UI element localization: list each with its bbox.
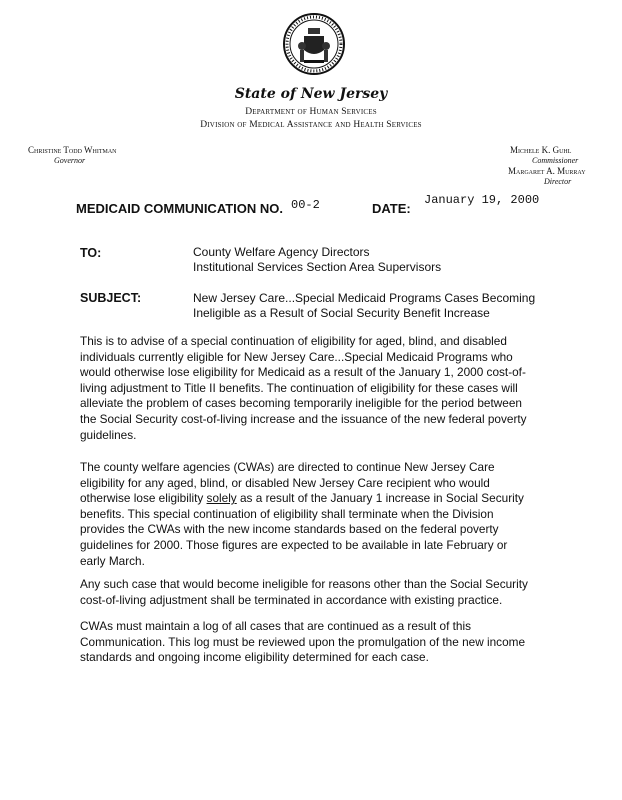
state-seal-icon (282, 12, 346, 76)
date-value: January 19, 2000 (424, 193, 540, 207)
to-line: County Welfare Agency Directors (193, 245, 370, 259)
paragraph-line: individuals currently eligible for New Jersey Care...Special Medicaid Programs who (80, 349, 513, 364)
governor-title: Governor (54, 156, 86, 165)
communication-label: MEDICAID COMMUNICATION NO. (76, 201, 284, 216)
communication-number: 00-2 (291, 198, 320, 212)
paragraph-line (80, 491, 562, 507)
paragraph-3 (80, 577, 562, 608)
paragraph-line: living adjustment to Title II benefits. The continuation of eligibility for these cases will (80, 380, 518, 395)
to-line: Institutional Services Section Area Supervisors (193, 260, 442, 275)
subject-line: Ineligible as a Result of Social Security Benefit Increase (193, 306, 490, 321)
paragraph-line: standards and ongoing income eligibility determined for each case. (80, 650, 429, 665)
paragraph-line: alleviate the problem of cases becoming temporarily ineligible for the period between (80, 396, 522, 411)
to-label: TO: (80, 246, 102, 260)
paragraph-line: early March. (80, 553, 145, 568)
subject-line: New Jersey Care...Special Medicaid Programs Cases Becoming (193, 291, 536, 305)
paragraph-1 (80, 334, 562, 443)
paragraph-line: This is to advise of a special continuation of eligibility for aged, blind, and disabled (80, 334, 507, 348)
text-run: as a result of the January 1 increase in Social Security (236, 491, 524, 506)
paragraph-line: Communication. This log must be reviewed upon the promulgation of the new income (80, 634, 526, 649)
paragraph-line: cost-of-living adjustment shall be terminated in accordance with existing practice. (80, 592, 503, 607)
director-title: Director (544, 177, 572, 186)
paragraph-line: guidelines. (80, 427, 137, 442)
paragraph-2 (80, 460, 562, 569)
paragraph-line: eligibility for any aged, blind, or disabled New Jersey Care recipient who would (80, 475, 490, 490)
paragraph-4 (80, 619, 562, 666)
paragraph-line: would otherwise lose eligibility for Medicaid as a result of the January 1, 2000 cost-of- (80, 365, 526, 380)
commissioner-name: Michele K. Guhl (510, 145, 572, 155)
state-name: State of New Jersey (234, 86, 388, 102)
paragraph-line: the Social Security cost-of-living increase and the issuance of the new federal poverty (80, 411, 527, 426)
division-name: Division of Medical Assistance and Health Services (200, 120, 422, 130)
paragraph-line: CWAs must maintain a log of all cases that are continued as a result of this (80, 619, 472, 633)
paragraph-line: Any such case that would become ineligible for reasons other than the Social Security (80, 577, 528, 591)
subject-text (193, 291, 535, 322)
department-name: Department of Human Services (245, 107, 377, 117)
emphasis-solely: solely (206, 491, 237, 506)
paragraph-line: benefits. This special continuation of eligibility shall terminate when the Division (80, 506, 494, 521)
date-label: DATE: (372, 201, 411, 216)
subject-label: SUBJECT: (80, 291, 142, 305)
to-recipients (193, 245, 441, 276)
governor-name: Christine Todd Whitman (28, 145, 117, 155)
paragraph-line: provides the CWAs with the new income standards based on the federal poverty (80, 522, 499, 537)
commissioner-title: Commissioner (532, 156, 579, 165)
text-run: otherwise lose eligibility (80, 491, 207, 506)
paragraph-line: guidelines for 2000. Those figures are expected to be available in late February or (80, 537, 508, 552)
director-name: Margaret A. Murray (508, 166, 586, 176)
paragraph-line: The county welfare agencies (CWAs) are directed to continue New Jersey Care (80, 460, 495, 474)
